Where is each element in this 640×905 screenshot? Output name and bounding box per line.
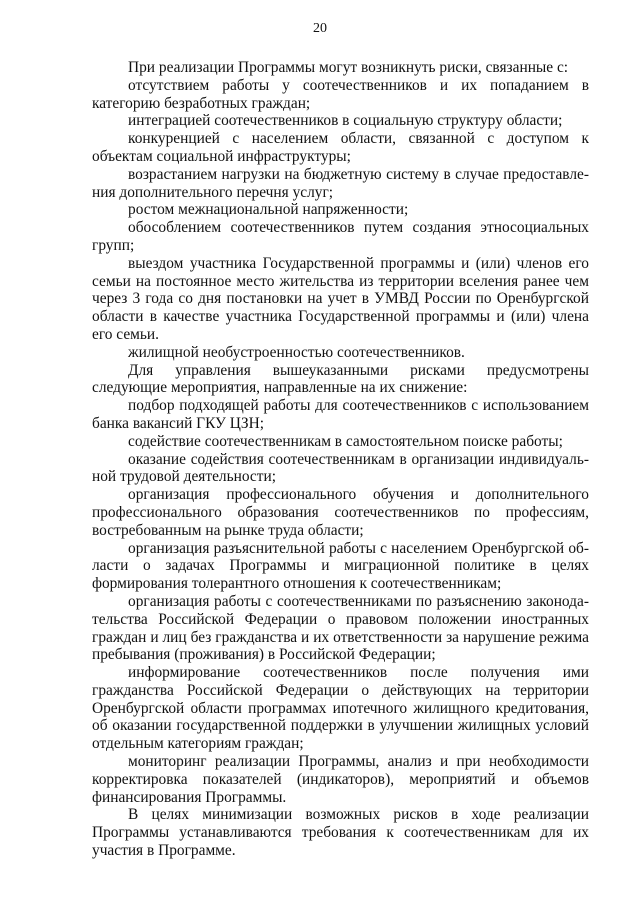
- paragraph-risk-housing: жилищной необустроенностью соотечественников.: [128, 343, 465, 361]
- paragraph-measure-job-matching: подбор подходящей работы для соотечественников с использованием банка вакансий ГКУ ЦЗН;: [92, 397, 589, 432]
- paragraph-measure-monitoring: мониторинг реализации Программы, анализ и при необходимости корректировка показателей (индикаторов), мероприятий и объемов финансирования Программы.: [92, 753, 589, 806]
- paragraph-risk-integration: интеграцией соотечественников в социальную структуру области;: [128, 112, 563, 130]
- paragraph-risk-competition: конкуренцией с населением области, связанной с доступом к объектам социальной инфраструктуры;: [92, 130, 589, 165]
- paragraph-measure-legal-info: организация работы с соотечественниками по разъяснению законодательства Российской Федерации о правовом положении иностранных граждан и лиц без гражданства и их ответственности за нарушение режима пребывания (проживания) в Российской Федерации;: [92, 592, 589, 664]
- paragraph-measure-training: организация профессионального обучения и дополнительного профессионального образования соотечественников по профессиям, востребованным на рынке труда области;: [92, 486, 589, 539]
- paragraph-risk-departure: выездом участника Государственной программы и (или) членов его семьи на постоянное место жительства из территории вселения ранее чем через 3 года со дня постановки на учет в УМВД России по Оренбургской области в качестве участника Государственной программы и (или) члена его семьи.: [92, 254, 589, 343]
- paragraph-measure-mortgage-info: информирование соотечественников после получения ими гражданства Российской Федерации о действующих на территории Оренбургской области программах ипотечного жилищного кредитования, об оказании государственной поддержки в улучшении жилищных условий отдельным категориям граждан;: [92, 664, 589, 753]
- paragraph-measure-job-search: содействие соотечественникам в самостоятельном поиске работы;: [128, 432, 563, 450]
- paragraph-risk-ethnic-tension: ростом межнациональной напряженности;: [128, 201, 409, 219]
- paragraph-measure-outreach: организация разъяснительной работы с населением Оренбургской области о задачах Программы и миграционной политике в целях формирования толерантного отношения к соотечественникам;: [92, 539, 589, 593]
- paragraph-risk-budget-load: возрастанием нагрузки на бюджетную систему в случае предоставления дополнительного перечня услуг;: [92, 165, 589, 201]
- paragraph-risks-intro: При реализации Программы могут возникнуть риски, связанные с:: [128, 59, 569, 76]
- page-number: 20: [313, 21, 327, 36]
- document-body: [92, 59, 589, 860]
- paragraph-risk-unemployment: отсутствием работы у соотечественников и их попаданием в категорию безработных граждан;: [92, 76, 589, 112]
- paragraph-measures-intro: Для управления вышеуказанными рисками предусмотрены следующие мероприятия, направленные на их снижение:: [92, 361, 589, 397]
- paragraph-risk-isolation: обособлением соотечественников путем создания этносоциальных групп;: [92, 219, 589, 254]
- paragraph-measure-self-employment: оказание содействия соотечественникам в организации индивидуальной трудовой деятельности;: [92, 450, 589, 486]
- paragraph-requirements: В целях минимизации возможных рисков в ходе реализации Программы устанавливаются требования к соотечественникам для их участия в Программе.: [92, 806, 589, 860]
